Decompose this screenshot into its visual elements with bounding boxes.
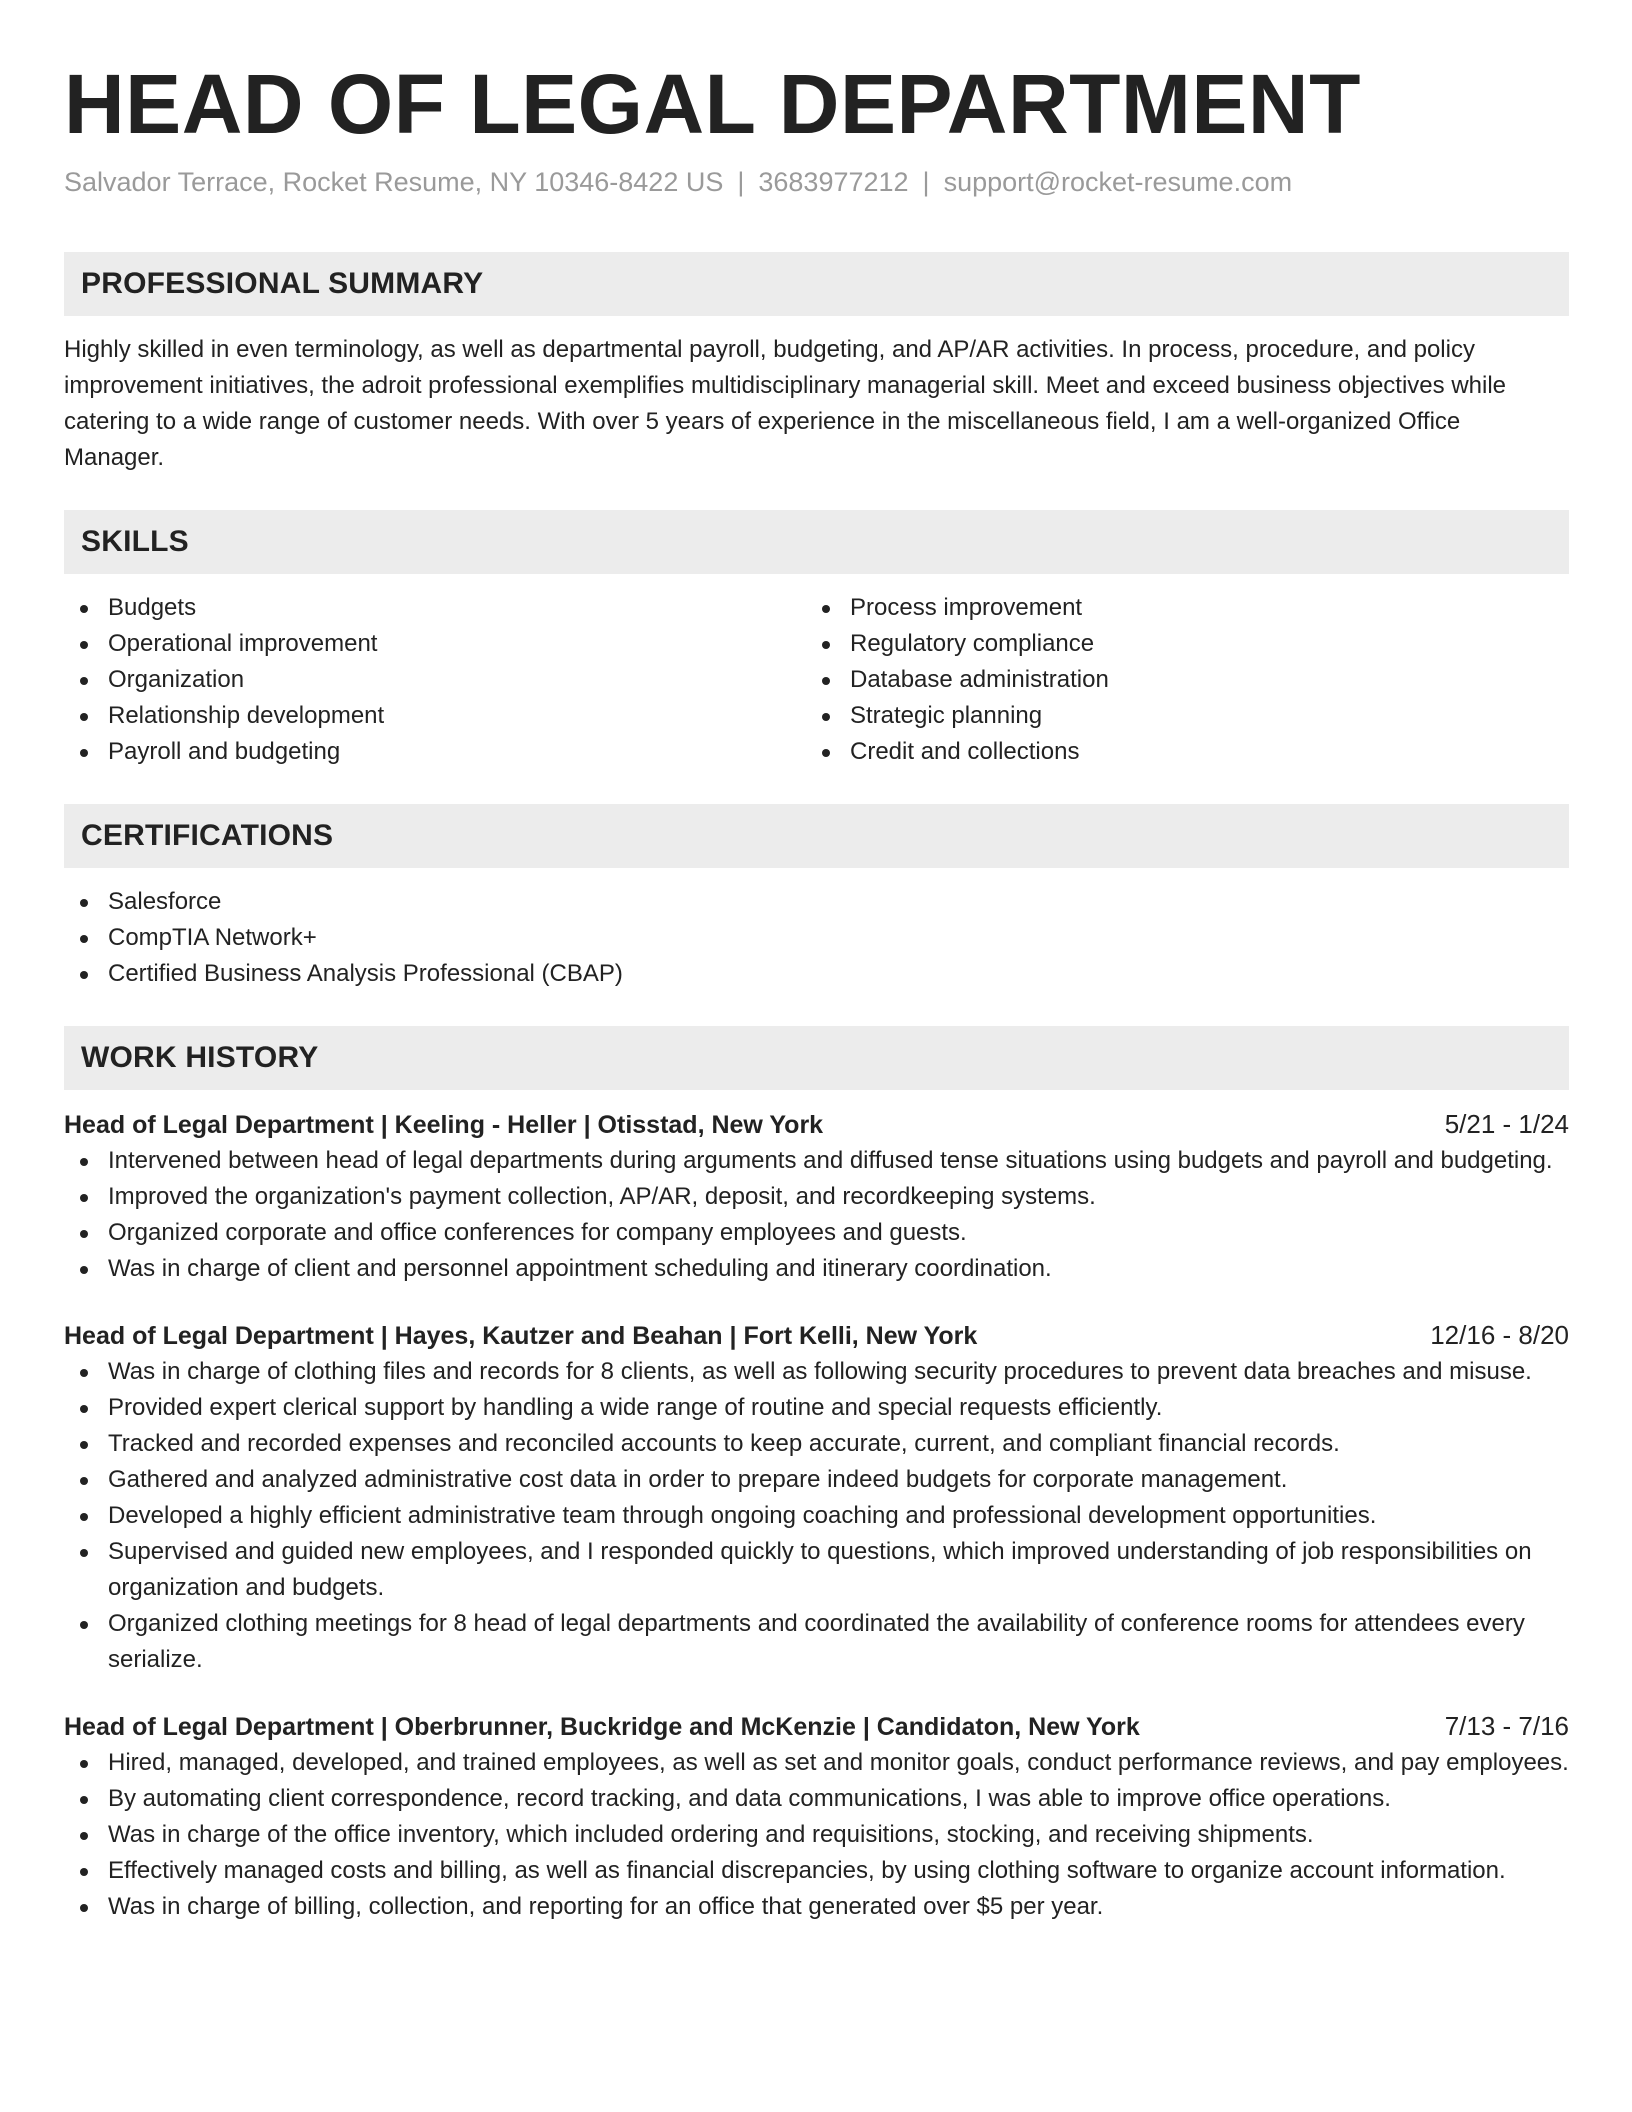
skill-item: Organization — [64, 662, 806, 698]
job-bullets — [64, 1143, 1569, 1287]
page-title: HEAD OF LEGAL DEPARTMENT — [64, 57, 1361, 151]
certification-item: Certified Business Analysis Professional (CBAP) — [64, 956, 1569, 992]
skills-list-right — [806, 590, 1548, 770]
job-bullet: Gathered and analyzed administrative cost data in order to prepare indeed budgets for corporate management. — [64, 1462, 1569, 1498]
certifications-list — [64, 884, 1569, 992]
job-dates: 5/21 - 1/24 — [1444, 1109, 1569, 1139]
skill-item: Relationship development — [64, 698, 806, 734]
contact-separator: | — [922, 167, 930, 197]
certification-item: CompTIA Network+ — [64, 920, 1569, 956]
job-title: Head of Legal Department | Hayes, Kautzer and Beahan | Fort Kelli, New York — [64, 1322, 978, 1350]
job-bullet: Effectively managed costs and billing, as well as financial discrepancies, by using clothing software to organize account information. — [64, 1853, 1569, 1889]
section-header-skills: SKILLS — [64, 510, 1569, 574]
job-bullet: Supervised and guided new employees, and I responded quickly to questions, which improved understanding of job responsibilities on organization and budgets. — [64, 1534, 1569, 1606]
section-header-certifications: CERTIFICATIONS — [64, 804, 1569, 868]
skill-item: Operational improvement — [64, 626, 806, 662]
job-bullet: Tracked and recorded expenses and reconciled accounts to keep accurate, current, and compliant financial records. — [64, 1426, 1569, 1462]
contact-separator: | — [737, 167, 745, 197]
job-entry — [64, 1317, 1569, 1678]
skill-item: Strategic planning — [806, 698, 1548, 734]
job-header — [64, 1317, 1569, 1354]
job-title: Head of Legal Department | Keeling - Heller | Otisstad, New York — [64, 1111, 824, 1139]
job-header — [64, 1708, 1569, 1745]
job-bullets — [64, 1745, 1569, 1925]
job-title: Head of Legal Department | Oberbrunner, Buckridge and McKenzie | Candidaton, New York — [64, 1713, 1140, 1741]
job-bullet: Was in charge of clothing files and records for 8 clients, as well as following security procedures to prevent data breaches and misuse. — [64, 1354, 1569, 1390]
contact-address: Salvador Terrace, Rocket Resume, NY 10346-8422 US — [64, 167, 724, 197]
skills-grid — [64, 590, 1569, 770]
job-dates: 12/16 - 8/20 — [1430, 1320, 1569, 1350]
skill-item: Credit and collections — [806, 734, 1548, 770]
skill-item: Payroll and budgeting — [64, 734, 806, 770]
job-bullet: Improved the organization's payment collection, AP/AR, deposit, and recordkeeping systems. — [64, 1179, 1569, 1215]
section-header-summary: PROFESSIONAL SUMMARY — [64, 252, 1569, 316]
job-bullet: Developed a highly efficient administrative team through ongoing coaching and professional development opportunities. — [64, 1498, 1569, 1534]
job-bullet: Was in charge of client and personnel appointment scheduling and itinerary coordination. — [64, 1251, 1569, 1287]
job-bullet: By automating client correspondence, record tracking, and data communications, I was able to improve office operations. — [64, 1781, 1569, 1817]
job-bullet: Organized corporate and office conferences for company employees and guests. — [64, 1215, 1569, 1251]
contact-phone: 3683977212 — [758, 167, 909, 197]
skill-item: Database administration — [806, 662, 1548, 698]
contact-line — [64, 164, 1569, 200]
job-header — [64, 1106, 1569, 1143]
skill-item: Regulatory compliance — [806, 626, 1548, 662]
job-bullet: Was in charge of the office inventory, which included ordering and requisitions, stocking, and receiving shipments. — [64, 1817, 1569, 1853]
certification-item: Salesforce — [64, 884, 1569, 920]
contact-email: support@rocket-resume.com — [943, 167, 1293, 197]
job-bullet: Was in charge of billing, collection, and reporting for an office that generated over $5 per year. — [64, 1889, 1569, 1925]
job-dates: 7/13 - 7/16 — [1444, 1711, 1569, 1741]
job-entry — [64, 1106, 1569, 1287]
job-entry — [64, 1708, 1569, 1925]
skill-item: Budgets — [64, 590, 806, 626]
job-bullets — [64, 1354, 1569, 1678]
section-header-work-history: WORK HISTORY — [64, 1026, 1569, 1090]
skills-list-left — [64, 590, 806, 770]
resume-page — [64, 0, 1569, 1925]
job-bullet: Organized clothing meetings for 8 head of legal departments and coordinated the availability of conference rooms for attendees every serialize. — [64, 1606, 1569, 1678]
job-bullet: Provided expert clerical support by handling a wide range of routine and special requests efficiently. — [64, 1390, 1569, 1426]
summary-text: Highly skilled in even terminology, as well as departmental payroll, budgeting, and AP/AR activities. In process, procedure, and policy improvement initiatives, the adroit professional exemplifies multidisciplinary managerial skill. Meet and exceed business objectives while catering to a wide range of customer needs. With over 5 years of experience in the miscellaneous field, I am a well-organized Office Manager. — [64, 336, 1507, 471]
skill-item: Process improvement — [806, 590, 1548, 626]
job-bullet: Hired, managed, developed, and trained employees, as well as set and monitor goals, conduct performance reviews, and pay employees. — [64, 1745, 1569, 1781]
job-bullet: Intervened between head of legal departments during arguments and diffused tense situations using budgets and payroll and budgeting. — [64, 1143, 1569, 1179]
